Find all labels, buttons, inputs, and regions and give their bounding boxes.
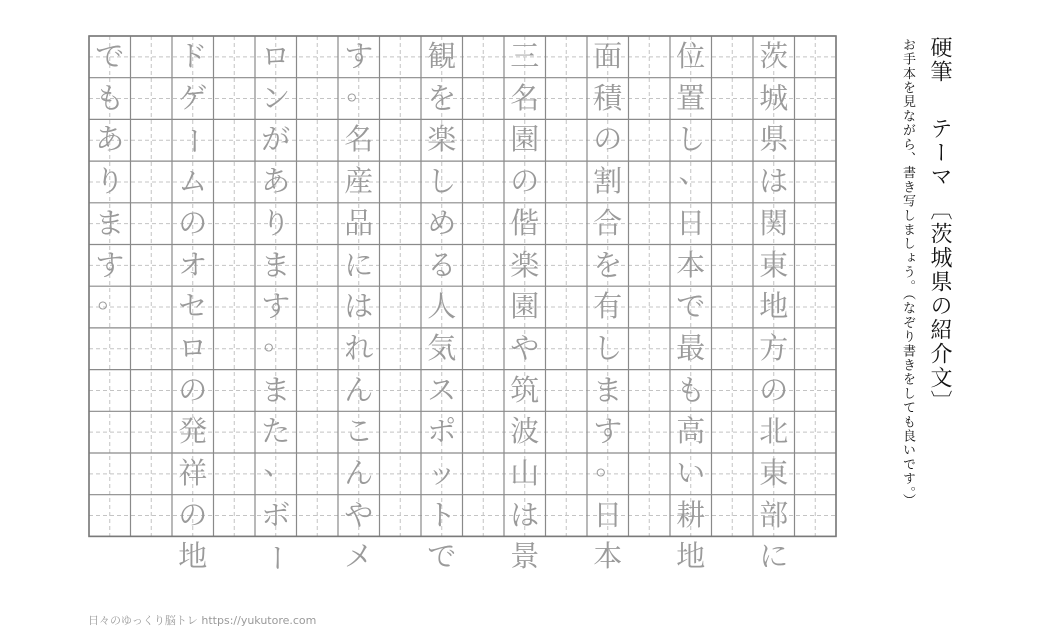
practice-character: ロ [178, 330, 208, 365]
practice-character: に [759, 539, 789, 574]
practice-character: は [344, 289, 374, 324]
practice-character: 北 [759, 414, 789, 449]
practice-character: 面 [593, 39, 623, 73]
practice-character: の [178, 372, 208, 407]
practice-character: 合 [593, 205, 623, 240]
practice-character: 波 [510, 414, 540, 449]
practice-character: 園 [510, 289, 540, 324]
practice-character: ロ [261, 39, 291, 73]
practice-character: で [95, 39, 125, 73]
practice-character: 。 [263, 321, 293, 356]
practice-character: こ [344, 414, 374, 449]
practice-character: の [759, 372, 789, 407]
practice-character: 日 [593, 497, 623, 532]
practice-character: 城 [759, 80, 789, 115]
practice-character: 名 [510, 80, 540, 115]
practice-character: を [427, 80, 457, 115]
practice-character: で [427, 539, 457, 574]
practice-character: 積 [593, 80, 623, 115]
practice-character: あ [95, 122, 125, 157]
practice-character: ト [427, 497, 457, 532]
practice-character: が [261, 122, 291, 157]
practice-character: の [593, 122, 623, 157]
practice-character: ま [261, 372, 291, 407]
practice-character: 、 [678, 155, 708, 190]
practice-character: ゲ [178, 80, 208, 115]
practice-character: や [510, 330, 540, 365]
practice-character: 位 [676, 39, 706, 73]
practice-character: 地 [676, 539, 706, 574]
practice-character: や [344, 497, 374, 532]
practice-character: 。 [97, 280, 127, 315]
practice-character: 山 [510, 456, 540, 490]
practice-character: も [95, 80, 125, 115]
practice-character: 部 [759, 497, 789, 532]
practice-character: れ [344, 330, 374, 365]
practice-character: あ [261, 164, 291, 199]
practice-character: に [344, 247, 374, 282]
practice-character: ん [344, 456, 374, 490]
practice-character: ま [95, 205, 125, 240]
practice-character: め [427, 205, 457, 240]
practice-character: 有 [593, 289, 623, 324]
practice-character: 割 [593, 164, 623, 199]
practice-character: 偕 [510, 205, 540, 240]
practice-character: 地 [178, 539, 208, 574]
practice-character: 人 [427, 289, 457, 324]
practice-character: 東 [759, 456, 789, 490]
practice-character: ん [344, 372, 374, 407]
practice-character: す [344, 39, 374, 73]
practice-character: 地 [759, 289, 789, 324]
practice-character: オ [178, 247, 208, 282]
footer-site-credit: 日々のゆっくり脳トレ https://yukutore.com [88, 614, 317, 627]
practice-character: 方 [759, 330, 789, 365]
practice-character: る [427, 247, 457, 282]
practice-character: ポ [427, 414, 457, 449]
practice-character: し [593, 330, 623, 365]
practice-character: す [95, 247, 125, 282]
practice-character: 。 [346, 71, 376, 106]
practice-character: 発 [178, 414, 208, 449]
practice-character: ー [176, 125, 211, 155]
practice-character: は [510, 497, 540, 532]
practice-character: の [178, 205, 208, 240]
practice-character: の [510, 164, 540, 199]
practice-character: い [676, 456, 706, 490]
practice-character: す [593, 414, 623, 449]
practice-character: 本 [593, 539, 623, 574]
practice-character: 気 [427, 330, 457, 365]
practice-character: 耕 [676, 497, 706, 532]
practice-character: 。 [595, 447, 625, 481]
practice-character: 高 [676, 414, 706, 449]
practice-character: 日 [676, 205, 706, 240]
instruction-text: お手本を見ながら、書き写しましょう。（なぞり書きをしても良いです。） [900, 38, 915, 508]
practice-character: り [95, 164, 125, 199]
practice-character: 祥 [178, 456, 208, 490]
practice-character: も [676, 372, 706, 407]
practice-character: ボ [261, 497, 291, 532]
practice-character: ス [427, 372, 457, 407]
practice-character: ム [178, 164, 208, 199]
practice-character: 名 [344, 122, 374, 157]
practice-character: の [178, 497, 208, 532]
practice-character: メ [344, 539, 374, 574]
practice-character: 品 [344, 205, 374, 240]
practice-character: 園 [510, 122, 540, 157]
practice-character: 関 [759, 205, 789, 240]
practice-character: 茨 [759, 39, 789, 73]
practice-character: 楽 [510, 247, 540, 282]
practice-character: 置 [676, 80, 706, 115]
practice-character: し [676, 122, 706, 157]
practice-character: り [261, 205, 291, 240]
practice-character: 最 [676, 330, 706, 365]
sheet-title: 硬筆 テーマ 〔茨城県の紹介文〕 [927, 36, 952, 414]
practice-character: た [261, 414, 291, 449]
practice-character: 観 [427, 39, 457, 73]
practice-character: ン [261, 80, 291, 115]
practice-character: 本 [676, 247, 706, 282]
practice-character: 県 [759, 122, 789, 157]
practice-character: ー [259, 542, 294, 572]
practice-character: で [676, 289, 706, 324]
practice-character: 楽 [427, 122, 457, 157]
practice-character: 、 [263, 447, 293, 481]
practice-character: ッ [427, 456, 457, 490]
practice-character: 東 [759, 247, 789, 282]
practice-character: す [261, 289, 291, 324]
practice-character: セ [178, 289, 208, 324]
practice-character: を [593, 247, 623, 282]
practice-character: ま [593, 372, 623, 407]
practice-character: 筑 [510, 372, 540, 407]
practice-character: し [427, 164, 457, 199]
practice-character: 景 [510, 539, 540, 574]
practice-character: ま [261, 247, 291, 282]
practice-character: ド [178, 39, 208, 73]
practice-character: 産 [344, 164, 374, 199]
practice-character: は [759, 164, 789, 199]
practice-character: 三 [510, 39, 540, 73]
